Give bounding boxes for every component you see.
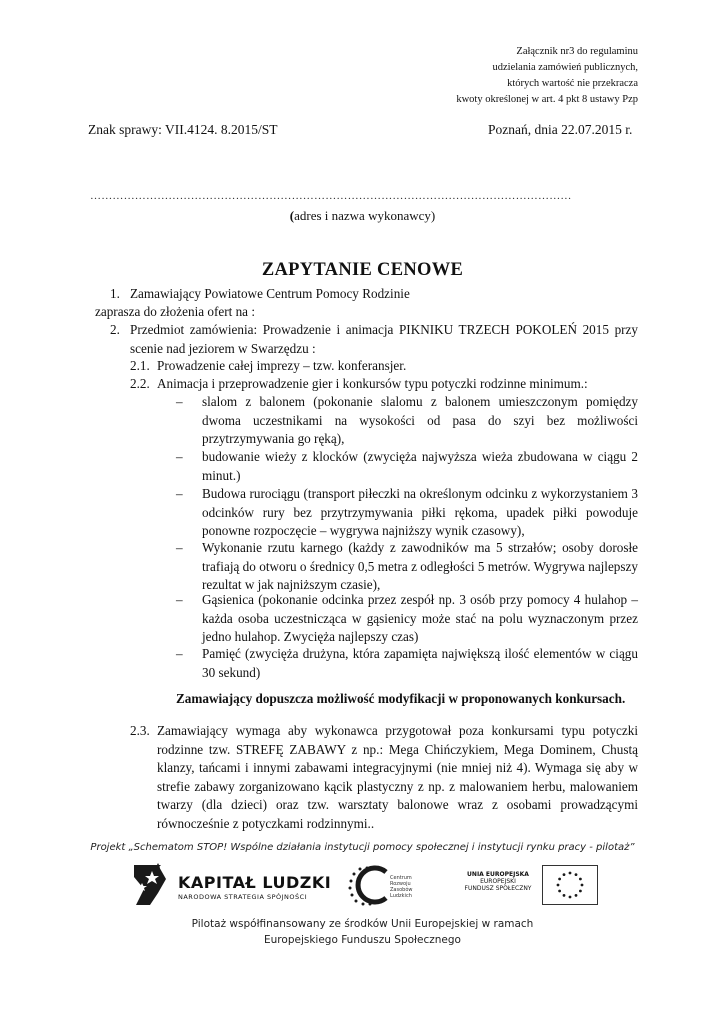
annex-line: których wartość nie przekracza (507, 78, 638, 89)
bullet-dash: – (176, 486, 183, 501)
annex-note (456, 44, 638, 108)
bullet-item: Gąsienica (pokonanie odcinka przez zespół np. 3 osób przy pomocy 4 hulahop – każda osoba uczestnicząca w gąsienicy może stać na polu wyznaczonym przez jedno hulahop. Zwycięża najlepszy czas) (202, 592, 638, 644)
bullet-dash: – (176, 394, 183, 409)
annex-line: Załącznik nr3 do regulaminu (516, 46, 638, 57)
address-label-paren: ( (289, 208, 295, 223)
cofinance-note (0, 916, 725, 948)
item-text: Przedmiot zamówienia: Prowadzenie i animacja PIKNIKU TRZECH POKOLEŃ 2015 przy scenie nad jeziorem w Swarzędzu : (130, 322, 638, 356)
bullet-dash: – (176, 592, 183, 607)
kapital-ludzki-subtitle: NARODOWA STRATEGIA SPÓJNOŚCI (178, 893, 308, 901)
modification-note: Zamawiający dopuszcza możliwość modyfikacji w proponowanych konkursach. (176, 691, 626, 706)
crzl-line: Centrum (390, 875, 412, 881)
eu-line: UNIA EUROPEJSKA (467, 871, 529, 878)
item-continuation: zaprasza do złożenia ofert na : (95, 304, 255, 319)
footer-logos (128, 855, 598, 915)
crzl-line: Ludzkich (390, 893, 412, 899)
bullet-item: Pamięć (zwycięża drużyna, która zapamięta największą ilość elementów w ciągu 30 sekund) (202, 646, 638, 680)
bullet-item: budowanie wieży z klocków (zwycięża najwyższa wieża zbudowana w ciągu 2 minut.) (202, 449, 638, 483)
bullet-dash: – (176, 449, 183, 464)
subitem-number: 2.1. (130, 358, 150, 373)
subitem-number: 2.3. (130, 723, 150, 738)
subitem-text: Animacja i przeprowadzenie gier i konkursów typu potyczki rodzinne minimum.: (157, 376, 588, 391)
bullet-item: Wykonanie rzutu karnego (każdy z zawodników ma 5 strzałów; osoby dorosłe trafiają do otworu o średnicy 0,5 metra z odległości 5 metrów. Wygrywa najlepszy rezultat w jak najniższym czasie), (202, 540, 638, 592)
place-date: Poznań, dnia 22.07.2015 r. (488, 122, 633, 137)
bullet-item: slalom z balonem (pokonanie slalomu z balonem umieszczonym pomiędzy dwoma uczestnikami na wysokości od pasa do szyi bez możliwości przytrzymywania go ręką), (202, 394, 638, 446)
eu-line: EUROPEJSKI (480, 878, 516, 885)
crzl-line: Zasobów (390, 887, 413, 893)
cofinance-line: Europejskiego Funduszu Społecznego (264, 934, 461, 946)
kapital-ludzki-logo-icon (128, 859, 172, 909)
bullet-dash: – (176, 540, 183, 555)
item-number: 1. (110, 286, 120, 301)
subitem-text: Zamawiający wymaga aby wykonawca przygotował poza konkursami typu potyczki rodzinne tzw. STREFĘ ZABAWY z np.: Mega Chińczykiem, Mega Dominem, Chustą klanzy, tańcami i innymi zabawami integracyjnymi (nie mniej niż 4). Wymaga się aby w strefie zabawy zorganizowano kącik plastyczny z np. z malowaniem herbu, malowaniem twarzy (dla dzieci) oraz tzw. warsztaty balonowe wraz z osobami prowadzącymi równocześnie z potyczkami rodzinnymi.. (157, 723, 638, 831)
subitem-number: 2.2. (130, 376, 150, 391)
kapital-ludzki-title: KAPITAŁ LUDZKI (178, 873, 332, 892)
address-label (0, 208, 725, 224)
bullet-item: Budowa rurociągu (transport piłeczki na określonym odcinku z wykorzystaniem 3 odcinków rury bez przytrzymywania piłki rękoma, upadek piłki powoduje ponowne rozpoczęcie – wygrywa najniższy wynik czasowy), (202, 486, 638, 538)
address-label-text: adres i nazwa wykonawcy) (294, 208, 436, 223)
project-name: Projekt „Schematom STOP! Wspólne działania instytucji pomocy społecznej i instytucji rynku pracy - pilotaż” (90, 842, 635, 853)
bullet-dash: – (176, 646, 183, 661)
eu-flag-icon (542, 865, 598, 905)
crzl-line: Rozwoju (390, 881, 411, 887)
item-text: Zamawiający Powiatowe Centrum Pomocy Rodzinie (130, 286, 410, 301)
item-number: 2. (110, 322, 120, 337)
crzl-logo-icon (346, 863, 394, 907)
eu-efs-text (458, 871, 538, 892)
case-reference: Znak sprawy: VII.4124. 8.2015/ST (88, 122, 278, 137)
crzl-text (390, 875, 412, 899)
subitem-text: Prowadzenie całej imprezy – tzw. konferansjer. (157, 358, 407, 373)
eu-line: FUNDUSZ SPOŁECZNY (464, 885, 532, 892)
address-dotted-line: ………………………………………………………………………………………………………………… (90, 190, 572, 202)
page-title: ZAPYTANIE CENOWE (261, 260, 464, 280)
cofinance-line: Pilotaż współfinansowany ze środków Unii Europejskiej w ramach (191, 918, 534, 930)
annex-line: kwoty określonej w art. 4 pkt 8 ustawy Pzp (456, 94, 638, 105)
annex-line: udzielania zamówień publicznych, (492, 62, 638, 73)
